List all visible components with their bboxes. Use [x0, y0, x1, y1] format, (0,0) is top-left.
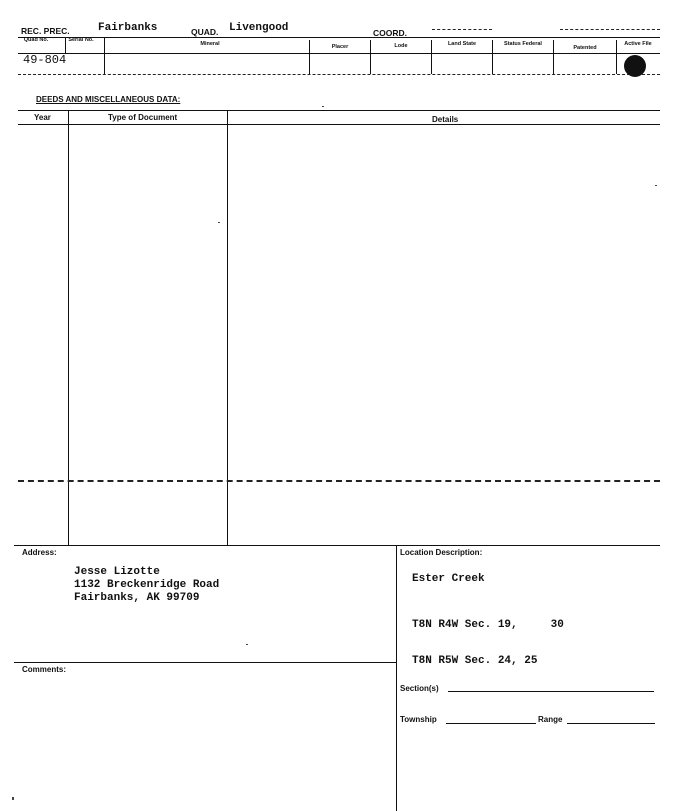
sections-field-line: [448, 691, 654, 692]
range-field-line: [567, 723, 655, 724]
deeds-dashed-separator: [18, 480, 660, 482]
col-patented: Patented: [573, 45, 597, 51]
comments-label: Comments:: [22, 665, 67, 674]
township-field-line: [446, 723, 536, 724]
speck: [655, 185, 657, 186]
header-divider: [309, 40, 310, 74]
header-divider: [431, 40, 432, 74]
header-divider: [553, 40, 554, 74]
quad-label: QUAD.: [191, 27, 219, 37]
speck: [246, 644, 248, 645]
location-label: Location Description:: [400, 548, 483, 557]
address-city: Fairbanks, AK 99709: [74, 592, 200, 604]
address-name: Jesse Lizotte: [74, 566, 160, 578]
col-type-of-document: Type of Document: [108, 113, 178, 122]
speck: [322, 106, 324, 107]
active-file-mark: [624, 55, 646, 77]
range-label: Range: [538, 715, 563, 724]
header-divider: [492, 40, 493, 74]
col-year: Year: [34, 113, 51, 122]
speck: [218, 222, 220, 223]
township-label: Township: [400, 715, 437, 724]
location-name: Ester Creek: [412, 573, 485, 585]
col-details: Details: [432, 115, 459, 124]
col-mineral: Mineral: [200, 41, 220, 47]
coord-dash-right: [560, 29, 660, 30]
header-divider: [616, 40, 617, 74]
col-lode: Lode: [394, 43, 408, 49]
coord-dash: [432, 29, 492, 30]
header-mid-line: [18, 53, 660, 54]
deeds-top-line: [18, 110, 660, 111]
deeds-section-title: DEEDS AND MISCELLANEOUS DATA:: [36, 95, 181, 104]
address-location-divider: [396, 545, 397, 811]
col-quad-no: Quad No.: [23, 37, 49, 43]
speck: [12, 797, 14, 800]
col-active-file: Active File: [624, 41, 652, 47]
sections-label: Section(s): [400, 684, 439, 693]
header-divider: [104, 37, 105, 74]
header-top-line: [18, 37, 660, 38]
deeds-header-line: [18, 124, 660, 125]
rec-prec-label: REC. PREC.: [21, 26, 70, 36]
quad-value: Livengood: [229, 22, 289, 34]
col-status-federal: Status Federal: [504, 41, 542, 47]
address-label: Address:: [22, 548, 57, 557]
address-bottom-line: [14, 662, 396, 663]
address-street: 1132 Breckenridge Road: [74, 579, 220, 591]
rec-prec-value: Fairbanks: [98, 22, 158, 34]
deeds-bottom-line: [14, 545, 660, 546]
coord-label: COORD.: [373, 28, 407, 38]
header-bottom-dash: [18, 74, 660, 75]
col-land-state: Land State: [447, 41, 477, 47]
location-township-2: T8N R5W Sec. 24, 25: [412, 655, 538, 667]
header-divider: [370, 40, 371, 74]
address-block: [74, 566, 219, 605]
location-legal: [412, 595, 564, 679]
quad-serial-value: 49-804: [23, 53, 67, 67]
col-serial-no: Serial No.: [68, 37, 94, 43]
col-placer: Placer: [331, 44, 349, 50]
location-township-1: T8N R4W Sec. 19, 30: [412, 619, 564, 631]
